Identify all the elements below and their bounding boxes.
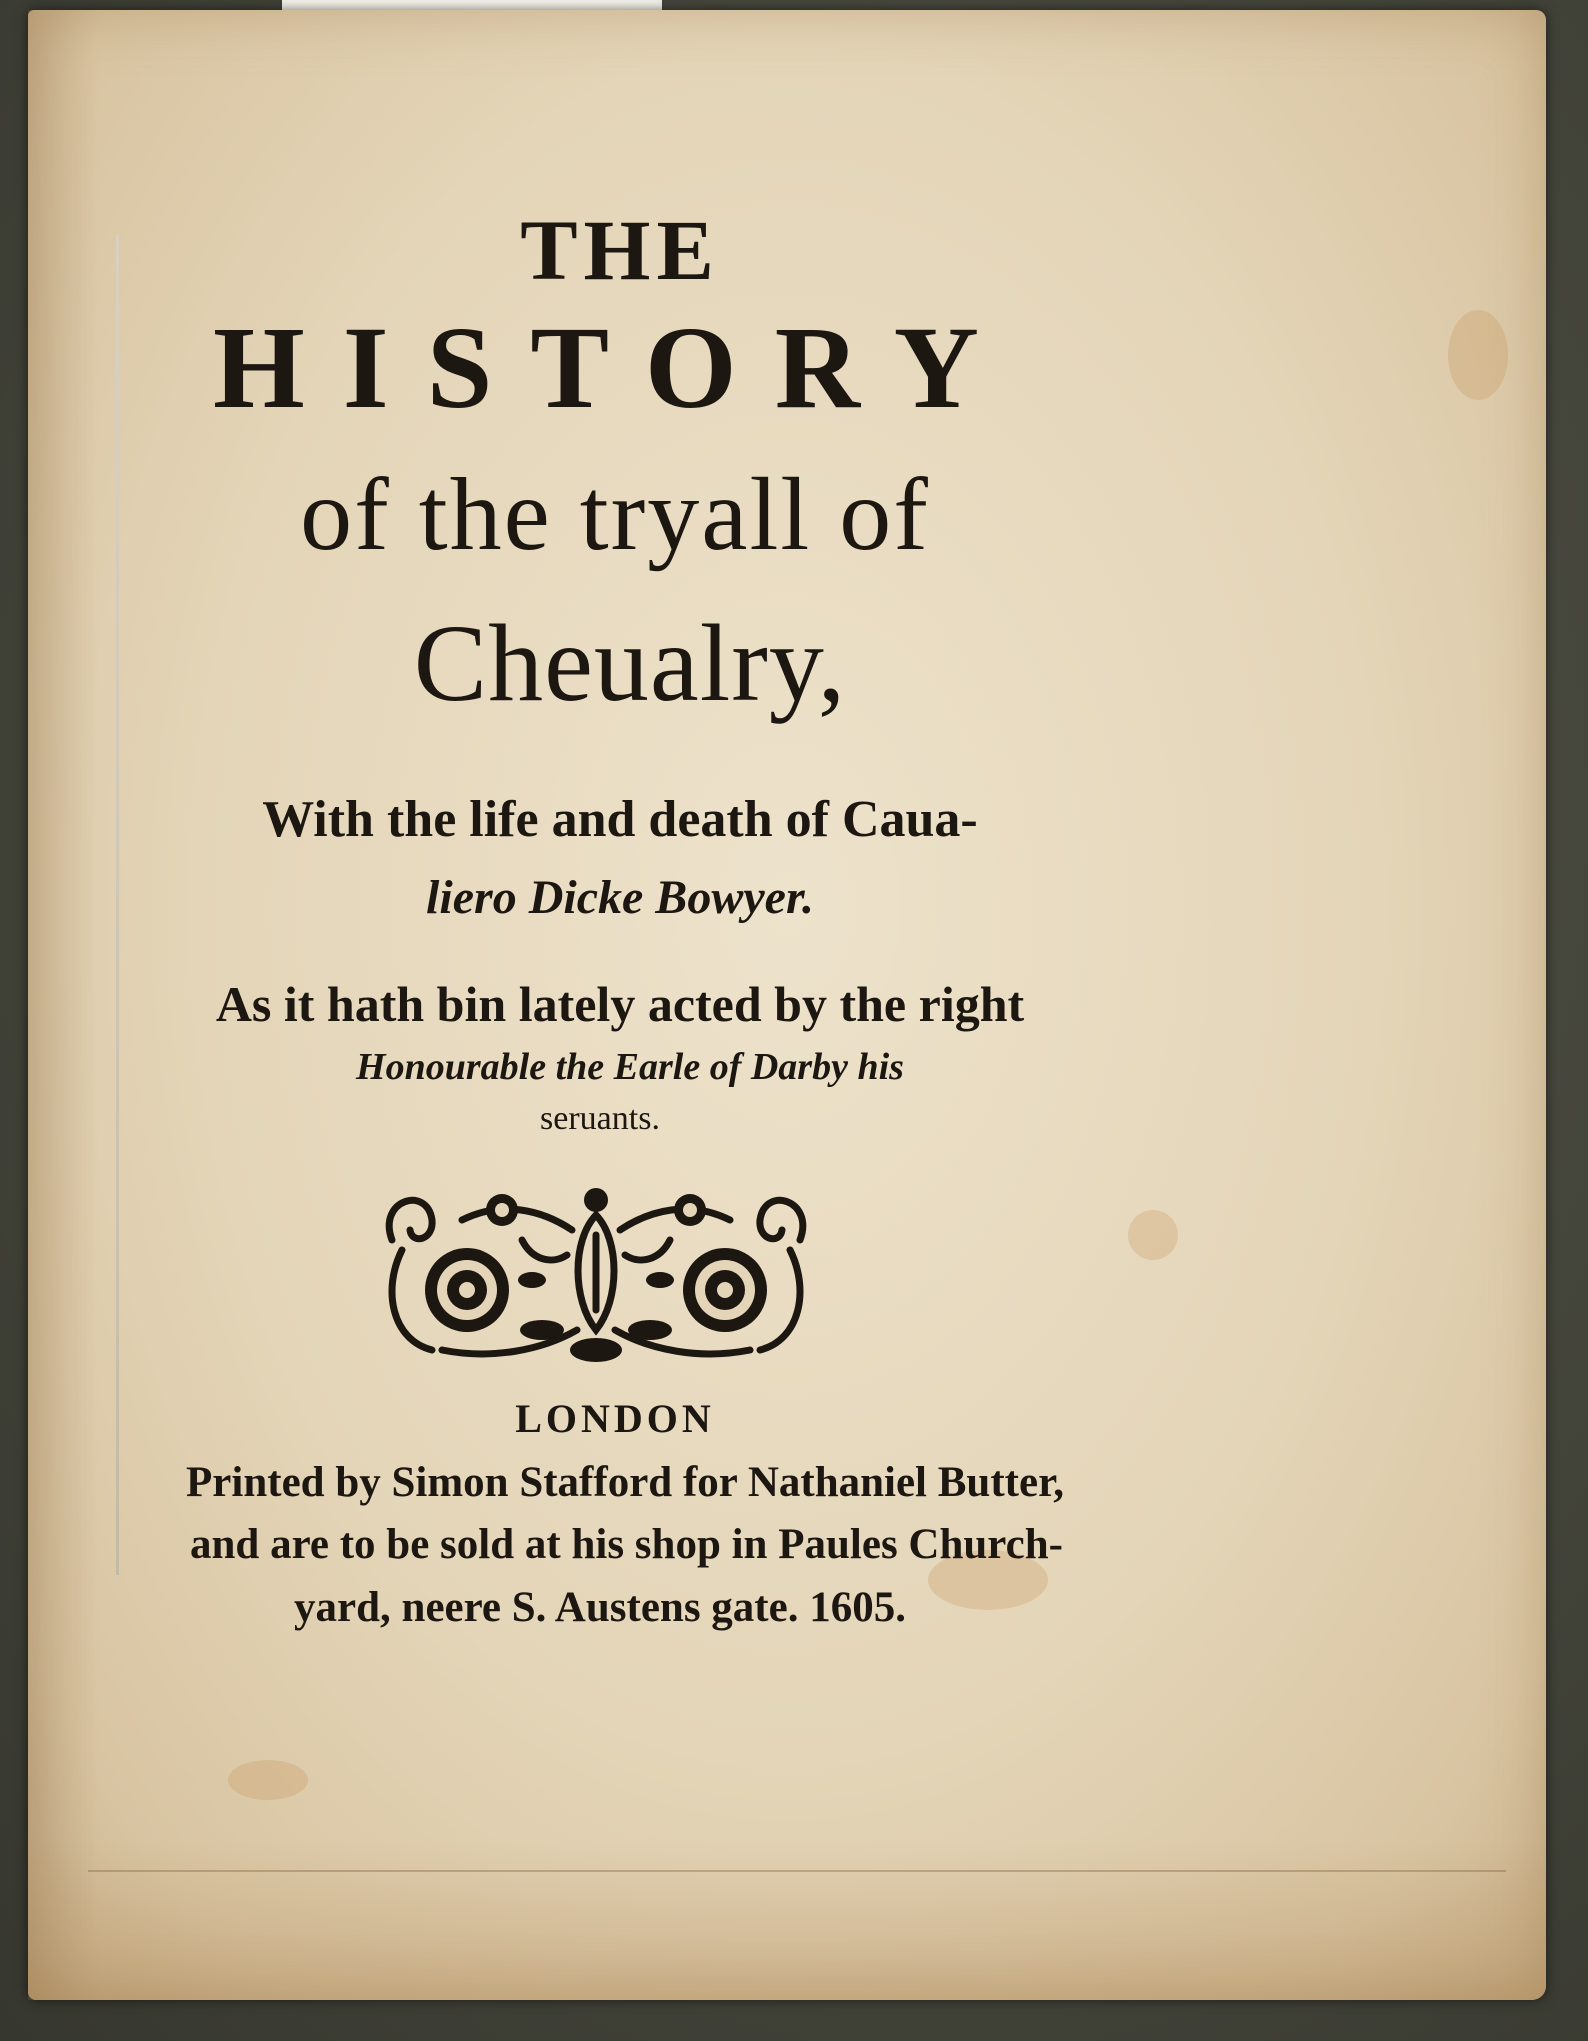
title-the: THE — [520, 202, 720, 298]
title-history: HISTORY — [213, 302, 1017, 433]
imprint-line-2: and are to be sold at his shop in Paules Church- — [190, 1521, 1063, 1568]
title-tryall: of the tryall of — [300, 457, 930, 572]
subtitle-line-4: Honourable the Earle of Darby his — [356, 1046, 904, 1088]
subtitle-line-1: With the life and death of Caua- — [262, 791, 978, 848]
imprint-place: LONDON — [515, 1396, 715, 1441]
subtitle-line-5: seruants. — [540, 1100, 660, 1137]
imprint-line-3: yard, neere S. Austens gate. 1605. — [294, 1584, 906, 1631]
subtitle-line-2: liero Dicke Bowyer. — [426, 871, 814, 924]
imprint-line-1: Printed by Simon Stafford for Nathaniel Butter, — [186, 1459, 1064, 1506]
title-cheualry: Cheualry, — [413, 602, 847, 724]
floral-printers-ornament-icon — [372, 1180, 820, 1370]
subtitle-line-3: As it hath bin lately acted by the right — [215, 976, 1025, 1032]
